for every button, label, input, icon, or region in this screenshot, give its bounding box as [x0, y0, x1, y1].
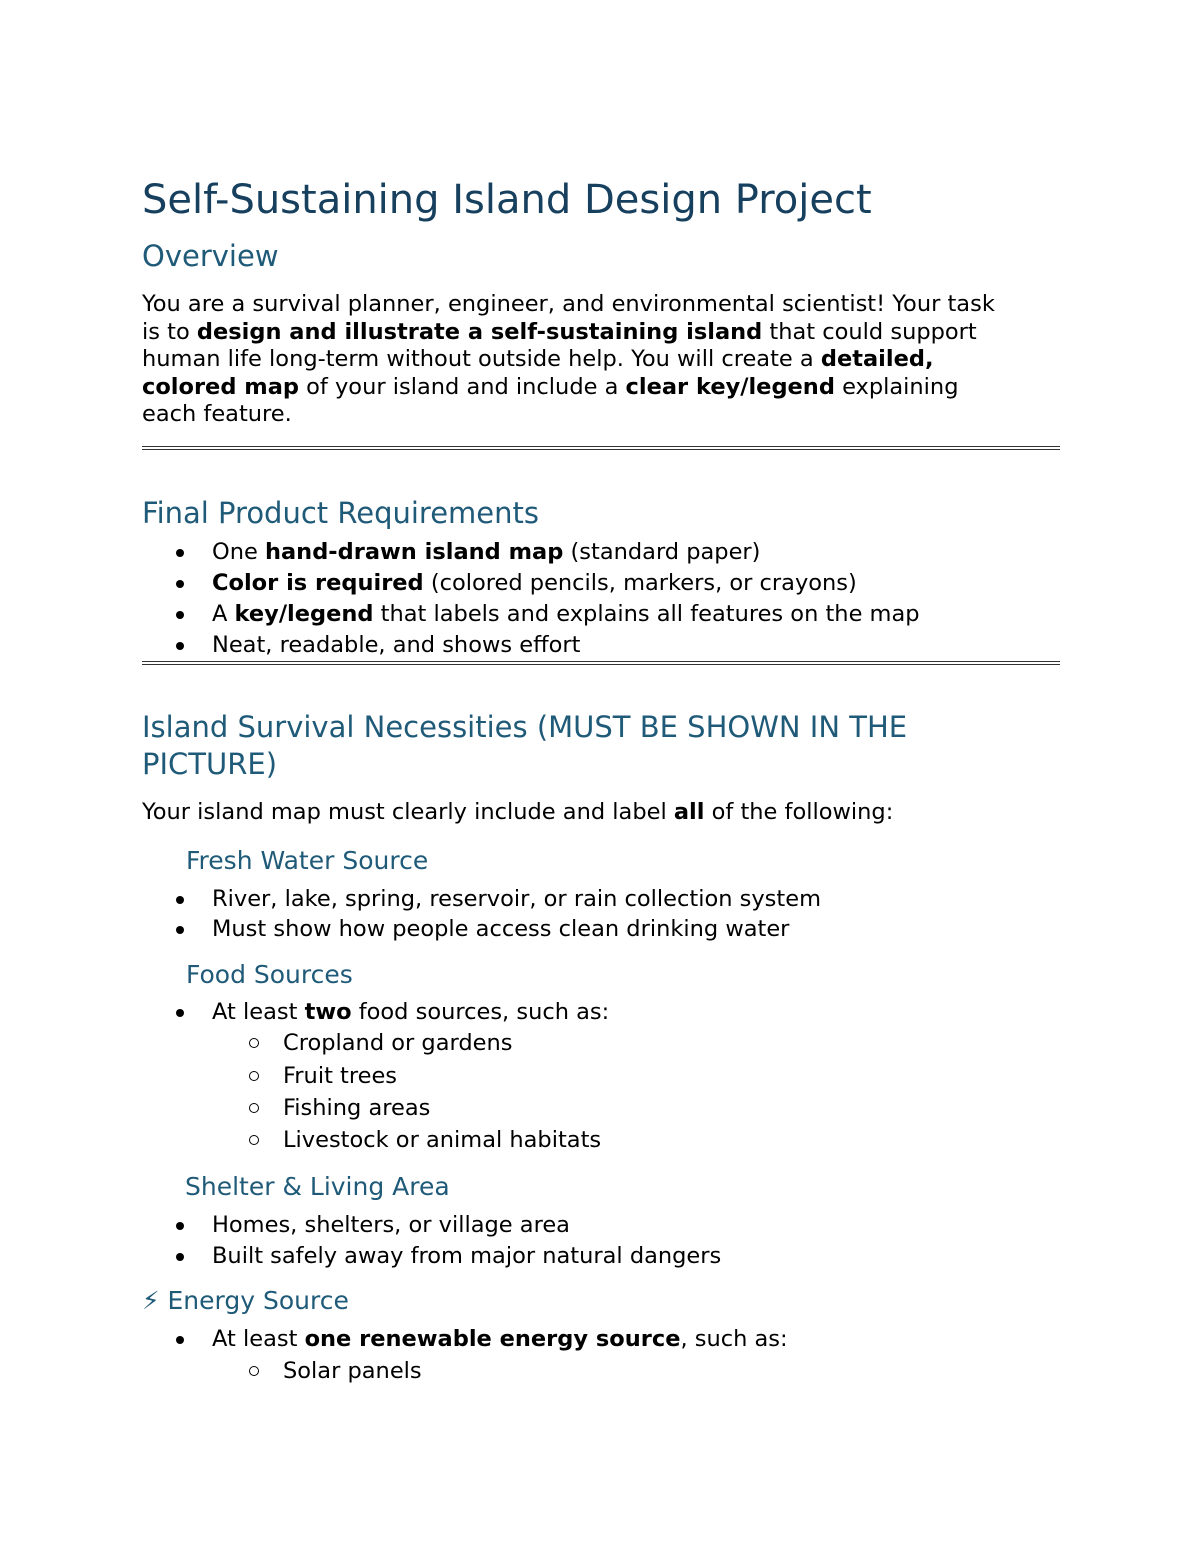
paragraph-line: each feature.	[142, 401, 292, 427]
list-item: One hand-drawn island map (standard paper)	[212, 537, 760, 567]
necessities-heading: Island Survival Necessities (MUST BE SHOWN IN THE	[142, 710, 908, 744]
list-item: A key/legend that labels and explains all features on the map	[212, 599, 920, 629]
list-item: At least two food sources, such as:	[212, 997, 609, 1027]
circle-bullet-icon	[249, 1366, 259, 1376]
list-item: Homes, shelters, or village area	[212, 1210, 570, 1240]
paragraph-line: colored map of your island and include a clear key/legend explaining	[142, 373, 959, 400]
list-item: At least one renewable energy source, such as:	[212, 1324, 788, 1354]
bullet-icon	[176, 549, 184, 557]
paragraph-line: You are a survival planner, engineer, and environmental scientist! Your task	[142, 291, 995, 317]
bullet-icon	[176, 896, 184, 904]
circle-bullet-icon	[249, 1038, 259, 1048]
lightning-icon: ⚡	[142, 1286, 160, 1315]
section-divider	[142, 661, 1060, 665]
overview-heading: Overview	[142, 239, 279, 273]
bullet-icon	[176, 1222, 184, 1230]
bullet-icon	[176, 1336, 184, 1344]
food-heading: Food Sources	[186, 960, 353, 989]
water-heading: Fresh Water Source	[186, 846, 429, 875]
circle-bullet-icon	[249, 1103, 259, 1113]
circle-bullet-icon	[249, 1135, 259, 1145]
overview-paragraph	[142, 291, 1060, 429]
bullet-icon	[176, 642, 184, 650]
list-item: Color is required (colored pencils, markers, or crayons)	[212, 568, 857, 598]
bullet-icon	[176, 1009, 184, 1017]
list-item: Neat, readable, and shows effort	[212, 630, 580, 660]
bullet-icon	[176, 611, 184, 619]
bullet-icon	[176, 580, 184, 588]
shelter-heading: Shelter & Living Area	[185, 1172, 450, 1201]
sub-list-item: Solar panels	[283, 1356, 422, 1386]
list-item: Built safely away from major natural dangers	[212, 1241, 721, 1271]
sub-list-item: Livestock or animal habitats	[283, 1125, 601, 1155]
circle-bullet-icon	[249, 1071, 259, 1081]
section-divider	[142, 446, 1060, 450]
list-item: River, lake, spring, reservoir, or rain collection system	[212, 884, 821, 914]
requirements-heading: Final Product Requirements	[142, 496, 539, 530]
sub-list-item: Cropland or gardens	[283, 1028, 512, 1058]
sub-list-item: Fishing areas	[283, 1093, 430, 1123]
energy-heading: ⚡ Energy Source	[142, 1286, 349, 1315]
paragraph-line: human life long-term without outside help. You will create a detailed,	[142, 346, 934, 372]
necessities-intro: Your island map must clearly include and label all of the following:	[142, 799, 894, 825]
list-item: Must show how people access clean drinking water	[212, 914, 789, 944]
paragraph-line: is to design and illustrate a self-sustaining island that could support	[142, 318, 977, 345]
bullet-icon	[176, 1253, 184, 1261]
sub-list-item: Fruit trees	[283, 1061, 397, 1091]
page-title: Self-Sustaining Island Design Project	[142, 177, 872, 223]
necessities-heading-cont: PICTURE)	[142, 747, 278, 781]
bullet-icon	[176, 926, 184, 934]
